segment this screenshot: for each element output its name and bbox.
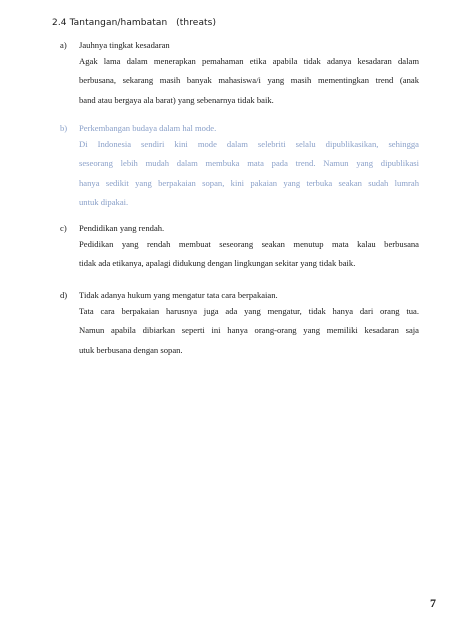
body-line: berbusana, sekarang masih banyak mahasiswa/i yang masih mementingkan trend (anak bbox=[79, 75, 419, 85]
list-marker: b) bbox=[60, 123, 68, 133]
body-line: Namun apabila dibiarkan seperti ini hanya orang-orang yang memiliki kesadaran saja bbox=[79, 325, 419, 335]
body-line: hanya sedikit yang berpakaian sopan, kini pakaian yang terbuka seakan sudah lumrah bbox=[79, 177, 419, 188]
list-item-body bbox=[79, 238, 419, 277]
list-item-title: Tidak adanya hukum yang mengatur tata cara berpakaian. bbox=[79, 290, 278, 300]
page-number: 7 bbox=[430, 596, 436, 610]
body-line: band atau bergaya ala barat) yang sebenarnya tidak baik. bbox=[79, 94, 274, 105]
list-marker: d) bbox=[60, 290, 68, 300]
section-heading: 2.4 Tantangan/hambatan (threats) bbox=[52, 18, 217, 28]
list-item-body bbox=[79, 138, 419, 216]
list-item-title: Pendidikan yang rendah. bbox=[79, 223, 165, 233]
body-line: Tata cara berpakaian harusnya juga ada yang mengatur, tidak hanya dari orang tua. bbox=[79, 305, 419, 316]
list-item-body bbox=[79, 305, 419, 364]
list-item-title: Jauhnya tingkat kesadaran bbox=[79, 40, 170, 50]
body-line: untuk dipakai. bbox=[79, 197, 129, 207]
list-marker: c) bbox=[60, 223, 67, 233]
body-line: Agak lama dalam menerapkan pemahaman etika apabila tidak adanya kesadaran dalam bbox=[79, 55, 419, 66]
body-line: tidak ada etikanya, apalagi didukung dengan lingkungan sekitar yang tidak baik. bbox=[79, 258, 356, 268]
body-line: Pedidikan yang rendah membuat seseorang seakan menutup mata kalau berbusana bbox=[79, 238, 419, 249]
list-item-body bbox=[79, 55, 419, 114]
list-item-title: Perkembangan budaya dalam hal mode. bbox=[79, 123, 217, 133]
body-line: utuk berbusana dengan sopan. bbox=[79, 344, 183, 355]
body-line: Di Indonesia sendiri kini mode dalam selebriti selalu dipublikasikan, sehingga bbox=[79, 138, 419, 149]
body-line: seseorang lebih mudah dalam membuka mata pada trend. Namun yang dipublikasi bbox=[79, 158, 419, 168]
list-marker: a) bbox=[60, 40, 67, 50]
